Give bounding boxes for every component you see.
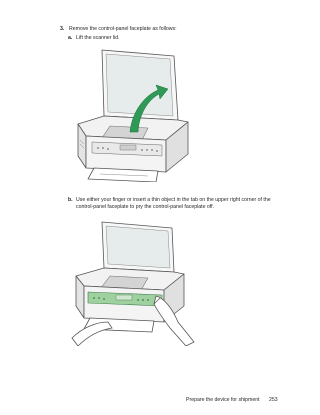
footer-section-title: Prepare the device for shipment (186, 397, 260, 403)
step-text: Remove the control-panel faceplate as follows: (69, 26, 177, 32)
substep-b-letter: b. (68, 197, 73, 203)
substep-a-text: Lift the scanner lid. (76, 35, 120, 41)
faceplate-removal-illustration (68, 218, 198, 346)
substep-a-letter: a. (68, 35, 73, 41)
printer-lid-open-illustration (70, 44, 200, 182)
page-number: 253 (269, 397, 278, 403)
step-number: 3. (60, 26, 65, 32)
substep-b-text: Use either your finger or insert a thin object in the tab on the upper right corner of the control-panel faceplate to pry the control-panel faceplate off. (76, 197, 271, 210)
